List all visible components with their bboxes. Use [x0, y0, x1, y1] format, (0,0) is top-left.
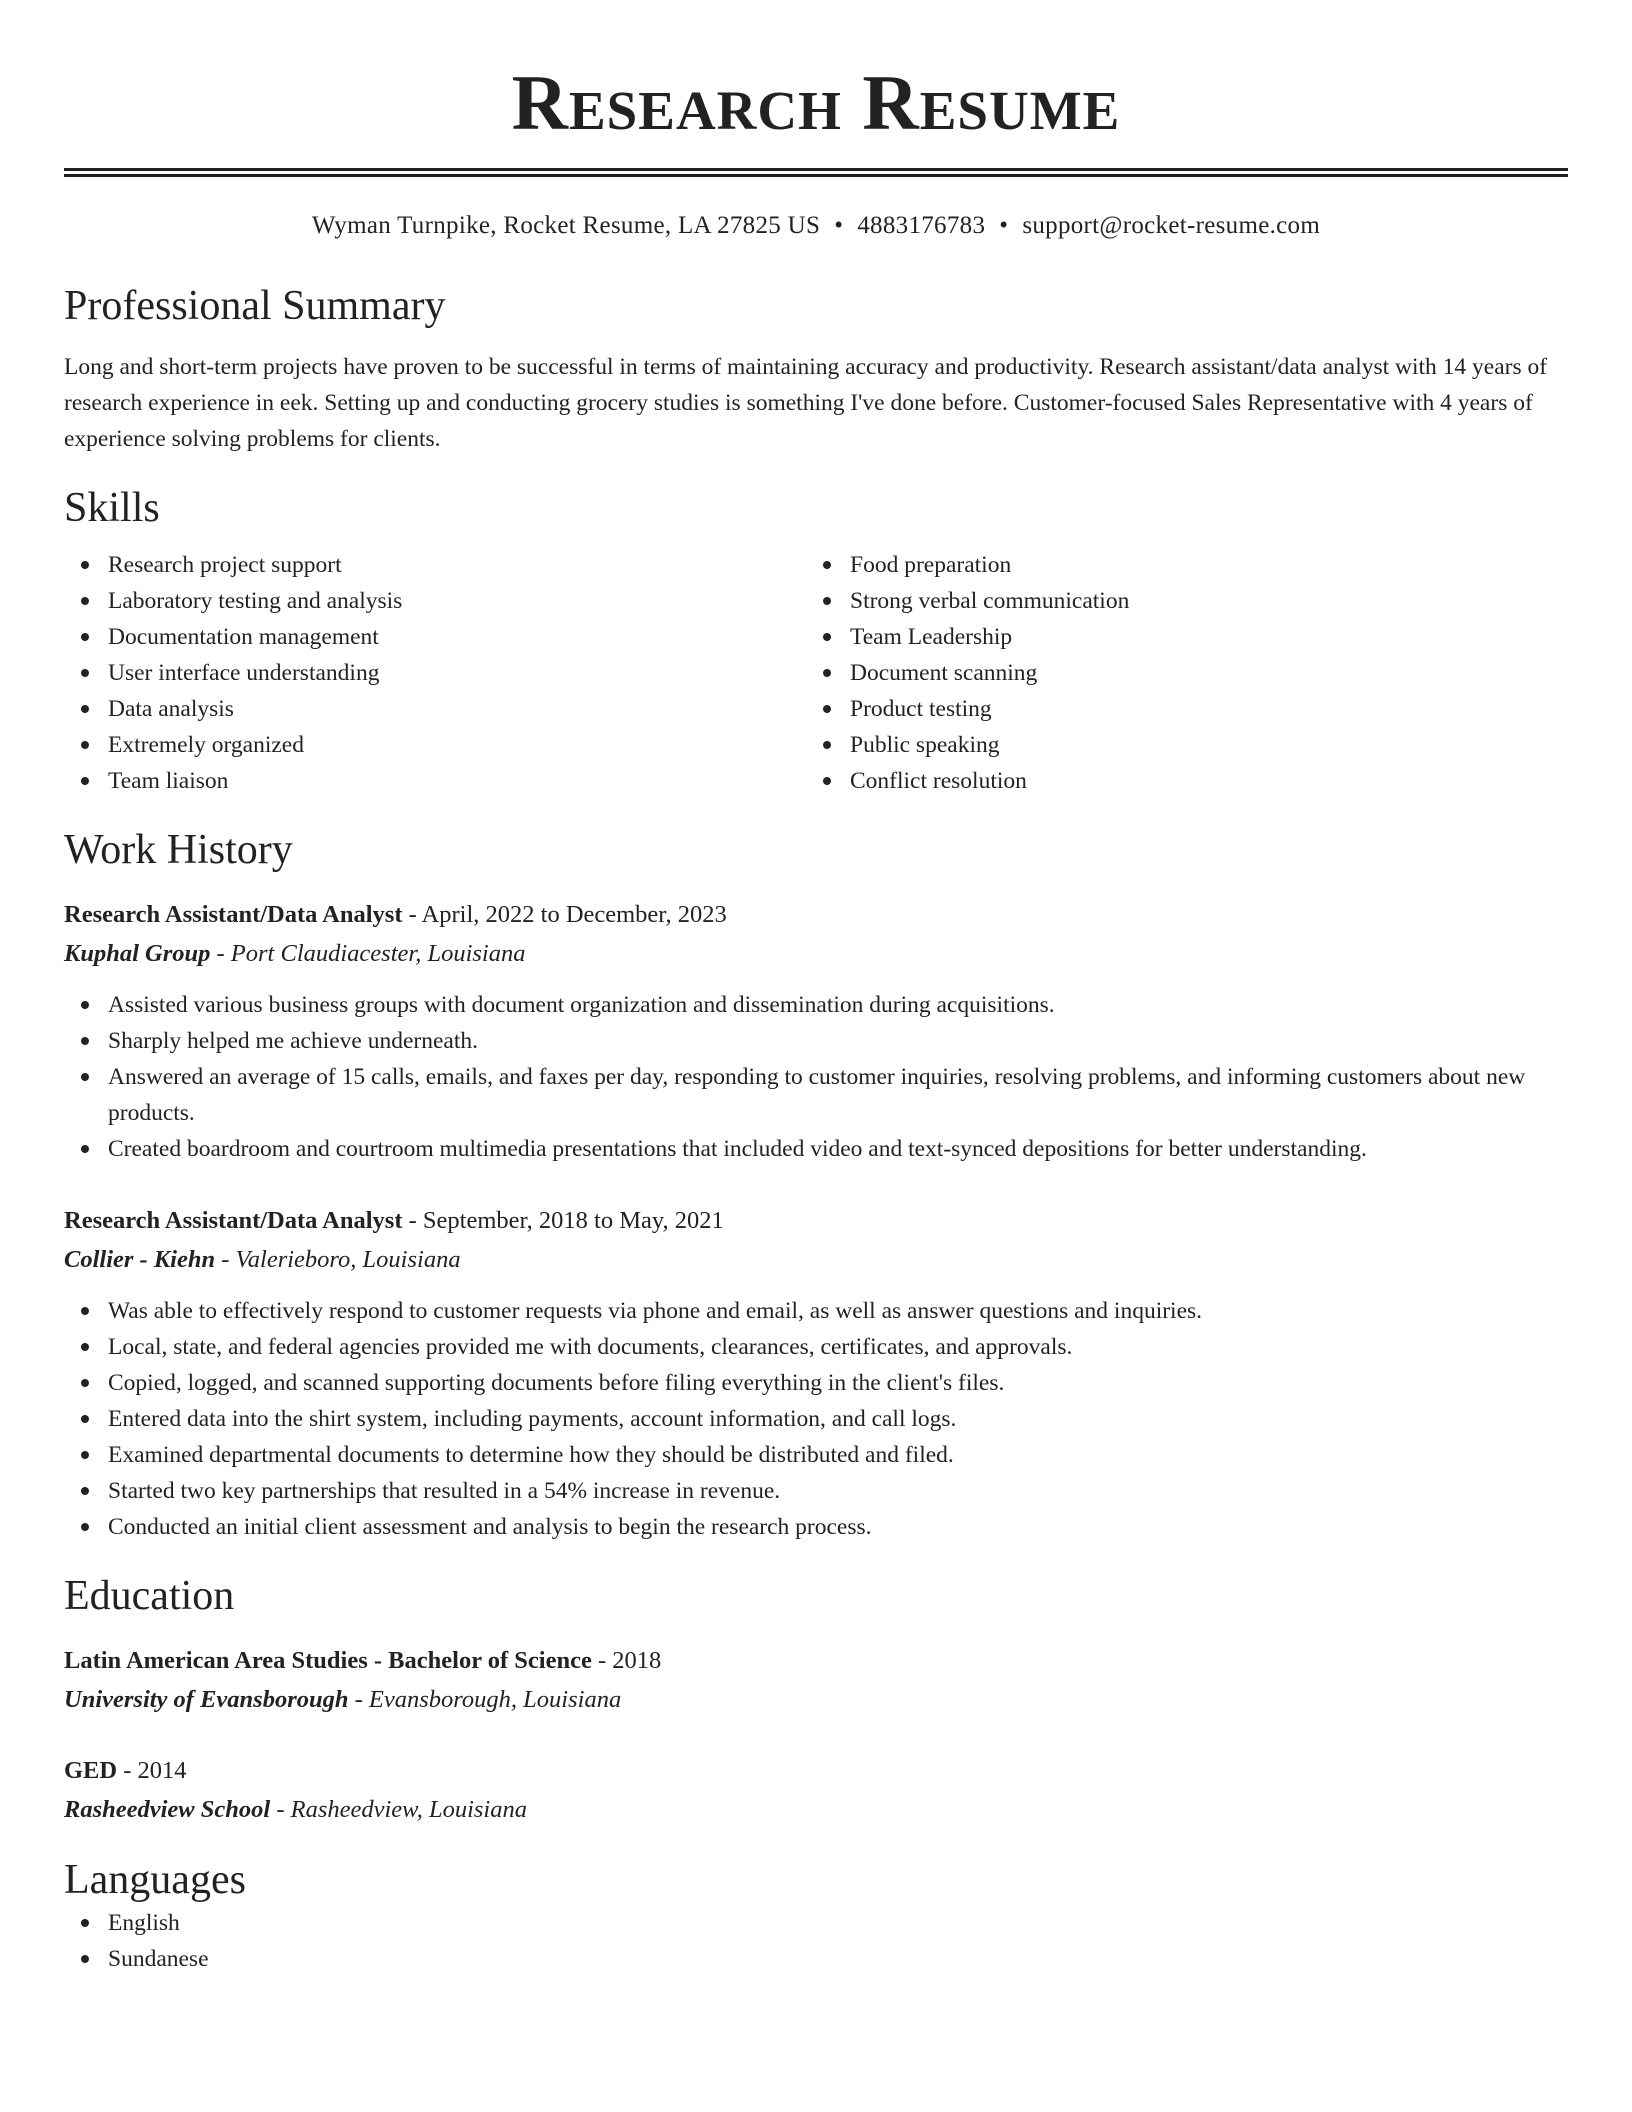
education-school-line — [64, 1790, 1568, 1829]
education-heading — [64, 1751, 1568, 1790]
bullet-dot — [81, 1379, 89, 1387]
job-bullet — [64, 1059, 1568, 1131]
language-item — [64, 1905, 1568, 1941]
bullet-dot — [81, 1343, 89, 1351]
bullet-dot — [81, 597, 89, 605]
education-degree: GED — [64, 1757, 118, 1784]
job-dates: - April, 2022 to December, 2023 — [402, 901, 727, 928]
skills-list-right — [806, 547, 1548, 799]
contact-line — [64, 211, 1568, 241]
education-entry — [64, 1641, 1568, 1719]
contact-email: support@rocket-resume.com — [1022, 212, 1321, 239]
skill-item — [806, 763, 1548, 799]
skill-item — [64, 691, 806, 727]
section-title-work-history: Work History — [64, 827, 293, 873]
bullet-separator: • — [999, 212, 1009, 239]
skill-label: Extremely organized — [108, 732, 304, 758]
skill-item — [806, 583, 1548, 619]
skill-label: Laboratory testing and analysis — [108, 588, 403, 614]
skill-label: Food preparation — [850, 552, 1012, 578]
summary-text: Long and short-term projects have proven to be successful in terms of maintaining accuracy and productivity. Research assistant/data analyst with 14 years of research experience in eek. Setting up and conducting grocery studies is something I've done before. Customer-focused Sales Representative with 4 years of experience solving problems for clients. — [64, 354, 1548, 452]
bullet-dot — [81, 1487, 89, 1495]
job-location: - Valerieboro, Louisiana — [215, 1246, 461, 1273]
job-bullet-text: Conducted an initial client assessment and analysis to begin the research process. — [108, 1514, 872, 1540]
bullet-dot — [81, 741, 89, 749]
job-bullet-text: Local, state, and federal agencies provided me with documents, clearances, certificates, and approvals. — [108, 1334, 1073, 1360]
bullet-dot — [823, 741, 831, 749]
section-title-summary: Professional Summary — [64, 283, 446, 329]
bullet-dot — [823, 561, 831, 569]
job-bullet — [64, 1023, 1568, 1059]
skill-item — [806, 691, 1548, 727]
bullet-dot — [81, 777, 89, 785]
job-heading — [64, 1201, 1568, 1240]
skill-label: Research project support — [108, 552, 342, 578]
bullet-dot — [81, 1919, 89, 1927]
job-bullet-text: Created boardroom and courtroom multimedia presentations that included video and text-synced depositions for better understanding. — [108, 1136, 1367, 1162]
job-bullet-text: Entered data into the shirt system, including payments, account information, and call logs. — [108, 1406, 957, 1432]
skill-item — [806, 655, 1548, 691]
skill-label: Public speaking — [850, 732, 1000, 758]
job-bullets — [64, 987, 1568, 1167]
languages-list — [64, 1905, 1568, 1977]
job-bullet-text: Answered an average of 15 calls, emails, and faxes per day, responding to customer inquiries, resolving problems, and informing customers about new products. — [108, 1064, 1526, 1126]
job-role: Research Assistant/Data Analyst — [64, 1207, 403, 1234]
education-heading — [64, 1641, 1568, 1680]
skill-label: Team Leadership — [850, 624, 1013, 650]
skill-item — [64, 655, 806, 691]
education-location: - Evansborough, Louisiana — [348, 1686, 622, 1713]
skill-item — [806, 727, 1548, 763]
title-double-rule — [64, 168, 1568, 177]
skill-item — [64, 619, 806, 655]
bullet-separator: • — [834, 212, 844, 239]
bullet-dot — [81, 1955, 89, 1963]
skills-list-left — [64, 547, 806, 799]
resume-title: Research Resume — [511, 59, 1121, 146]
job-heading — [64, 895, 1568, 934]
language-item — [64, 1941, 1568, 1977]
job-dates: - September, 2018 to May, 2021 — [402, 1207, 724, 1234]
contact-phone: 4883176783 — [857, 212, 986, 239]
bullet-dot — [81, 669, 89, 677]
job-role: Research Assistant/Data Analyst — [64, 901, 403, 928]
job-bullet-text: Was able to effectively respond to customer requests via phone and email, as well as answer questions and inquiries. — [108, 1298, 1203, 1324]
section-title-languages: Languages — [64, 1857, 246, 1903]
bullet-dot — [81, 561, 89, 569]
skill-item — [806, 619, 1548, 655]
job-bullet-text: Sharply helped me achieve underneath. — [108, 1028, 478, 1054]
bullet-dot — [823, 777, 831, 785]
job-bullet — [64, 1131, 1568, 1167]
bullet-dot — [823, 705, 831, 713]
job-company: Kuphal Group — [64, 940, 211, 967]
job-bullet-text: Copied, logged, and scanned supporting documents before filing everything in the client's files. — [108, 1370, 1005, 1396]
skill-label: Data analysis — [108, 696, 234, 722]
bullet-dot — [81, 1037, 89, 1045]
bullet-dot — [81, 1415, 89, 1423]
bullet-dot — [81, 1001, 89, 1009]
skill-item — [64, 763, 806, 799]
bullet-dot — [81, 1307, 89, 1315]
job-bullet — [64, 1509, 1568, 1545]
skills-column-right — [806, 547, 1548, 799]
education-year: - 2018 — [591, 1647, 662, 1674]
job-company-line — [64, 934, 1568, 973]
job-bullet — [64, 1437, 1568, 1473]
language-label: Sundanese — [108, 1946, 209, 1972]
bullet-dot — [81, 705, 89, 713]
education-school: Rasheedview School — [64, 1796, 271, 1823]
skill-item — [64, 583, 806, 619]
job-bullet — [64, 1401, 1568, 1437]
skills-grid — [64, 547, 1568, 799]
job-bullet-text: Assisted various business groups with document organization and dissemination during acquisitions. — [108, 992, 1055, 1018]
job-bullets — [64, 1293, 1568, 1545]
skill-item — [64, 547, 806, 583]
job-bullet — [64, 987, 1568, 1023]
skill-item — [806, 547, 1548, 583]
job-company: Collier - Kiehn — [64, 1246, 216, 1273]
bullet-dot — [81, 1073, 89, 1081]
skill-label: Conflict resolution — [850, 768, 1027, 794]
education-degree: Latin American Area Studies - Bachelor of Science — [64, 1647, 592, 1674]
job-bullet — [64, 1293, 1568, 1329]
bullet-dot — [823, 633, 831, 641]
job-bullet — [64, 1329, 1568, 1365]
bullet-dot — [823, 669, 831, 677]
bullet-dot — [81, 1145, 89, 1153]
skill-item — [64, 727, 806, 763]
section-title-education: Education — [64, 1573, 235, 1619]
job-location: - Port Claudiacester, Louisiana — [210, 940, 526, 967]
education-year: - 2014 — [117, 1757, 187, 1784]
skills-column-left — [64, 547, 806, 799]
job-bullet-text: Started two key partnerships that resulted in a 54% increase in revenue. — [108, 1478, 781, 1504]
section-title-skills: Skills — [64, 485, 160, 531]
bullet-dot — [823, 597, 831, 605]
education-school-line — [64, 1680, 1568, 1719]
language-label: English — [108, 1910, 180, 1936]
skill-label: User interface understanding — [108, 660, 380, 686]
education-entry — [64, 1751, 1568, 1829]
skill-label: Team liaison — [108, 768, 229, 794]
job-bullet-text: Examined departmental documents to determine how they should be distributed and filed. — [108, 1442, 954, 1468]
skill-label: Documentation management — [108, 624, 379, 650]
job-entry — [64, 895, 1568, 1167]
job-entry — [64, 1201, 1568, 1545]
skill-label: Document scanning — [850, 660, 1038, 686]
bullet-dot — [81, 1523, 89, 1531]
education-school: University of Evansborough — [64, 1686, 349, 1713]
skill-label: Strong verbal communication — [850, 588, 1130, 614]
contact-address: Wyman Turnpike, Rocket Resume, LA 27825 US — [311, 212, 821, 239]
job-company-line — [64, 1240, 1568, 1279]
job-bullet — [64, 1473, 1568, 1509]
skill-label: Product testing — [850, 696, 992, 722]
education-location: - Rasheedview, Louisiana — [270, 1796, 527, 1823]
bullet-dot — [81, 1451, 89, 1459]
bullet-dot — [81, 633, 89, 641]
job-bullet — [64, 1365, 1568, 1401]
